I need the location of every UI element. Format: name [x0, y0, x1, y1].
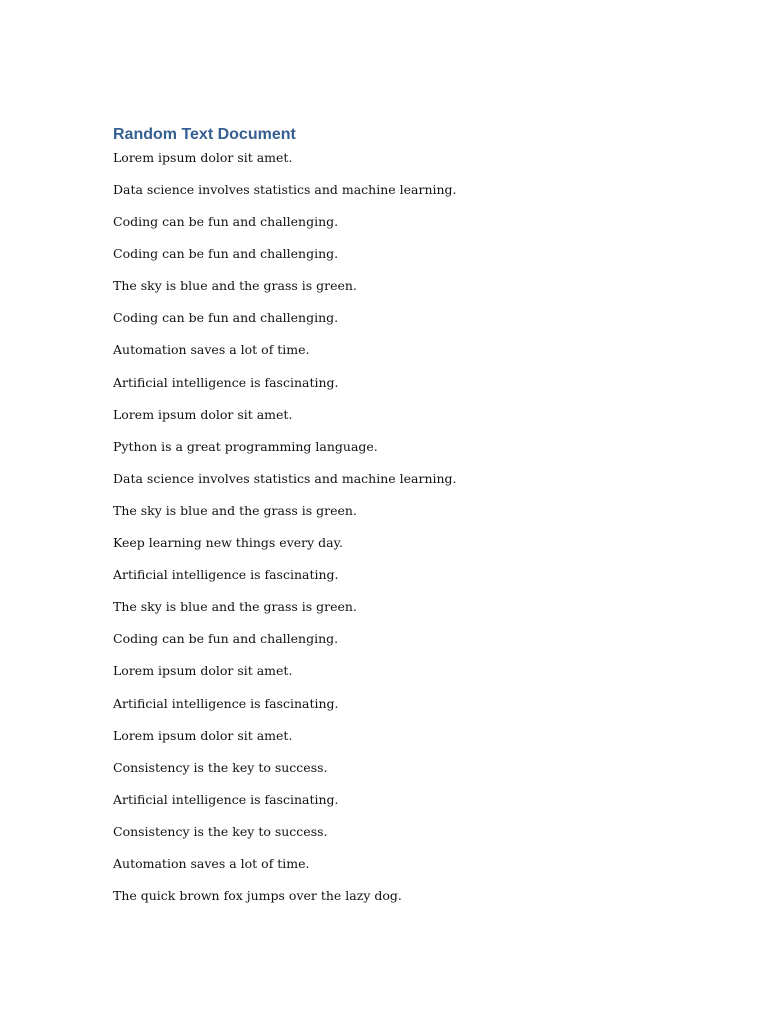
paragraph: Lorem ipsum dolor sit amet.	[113, 663, 293, 679]
paragraph: Artificial intelligence is fascinating.	[113, 567, 339, 583]
paragraph-list	[113, 145, 673, 915]
paragraph: Automation saves a lot of time.	[113, 342, 310, 358]
paragraph: The quick brown fox jumps over the lazy dog.	[113, 888, 402, 904]
paragraph: Keep learning new things every day.	[113, 535, 343, 551]
paragraph: Lorem ipsum dolor sit amet.	[113, 727, 293, 743]
paragraph: Artificial intelligence is fascinating.	[113, 374, 339, 390]
paragraph: The sky is blue and the grass is green.	[113, 278, 357, 294]
paragraph: Consistency is the key to success.	[113, 759, 328, 775]
paragraph: The sky is blue and the grass is green.	[113, 599, 357, 615]
paragraph: Coding can be fun and challenging.	[113, 310, 339, 326]
paragraph: Coding can be fun and challenging.	[113, 246, 339, 262]
paragraph: Coding can be fun and challenging.	[113, 214, 339, 230]
document-body	[113, 125, 673, 915]
paragraph: Consistency is the key to success.	[113, 823, 328, 839]
paragraph: Coding can be fun and challenging.	[113, 631, 339, 647]
paragraph: Lorem ipsum dolor sit amet.	[113, 150, 293, 165]
paragraph: Data science involves statistics and machine learning.	[113, 182, 457, 197]
paragraph: Data science involves statistics and machine learning.	[113, 470, 457, 486]
paragraph: Artificial intelligence is fascinating.	[113, 791, 339, 807]
paragraph: The sky is blue and the grass is green.	[113, 502, 357, 518]
paragraph: Python is a great programming language.	[113, 438, 378, 454]
paragraph: Lorem ipsum dolor sit amet.	[113, 406, 293, 422]
document-title: Random Text Document	[113, 126, 296, 143]
paragraph: Automation saves a lot of time.	[113, 855, 310, 871]
paragraph: Artificial intelligence is fascinating.	[113, 695, 339, 711]
